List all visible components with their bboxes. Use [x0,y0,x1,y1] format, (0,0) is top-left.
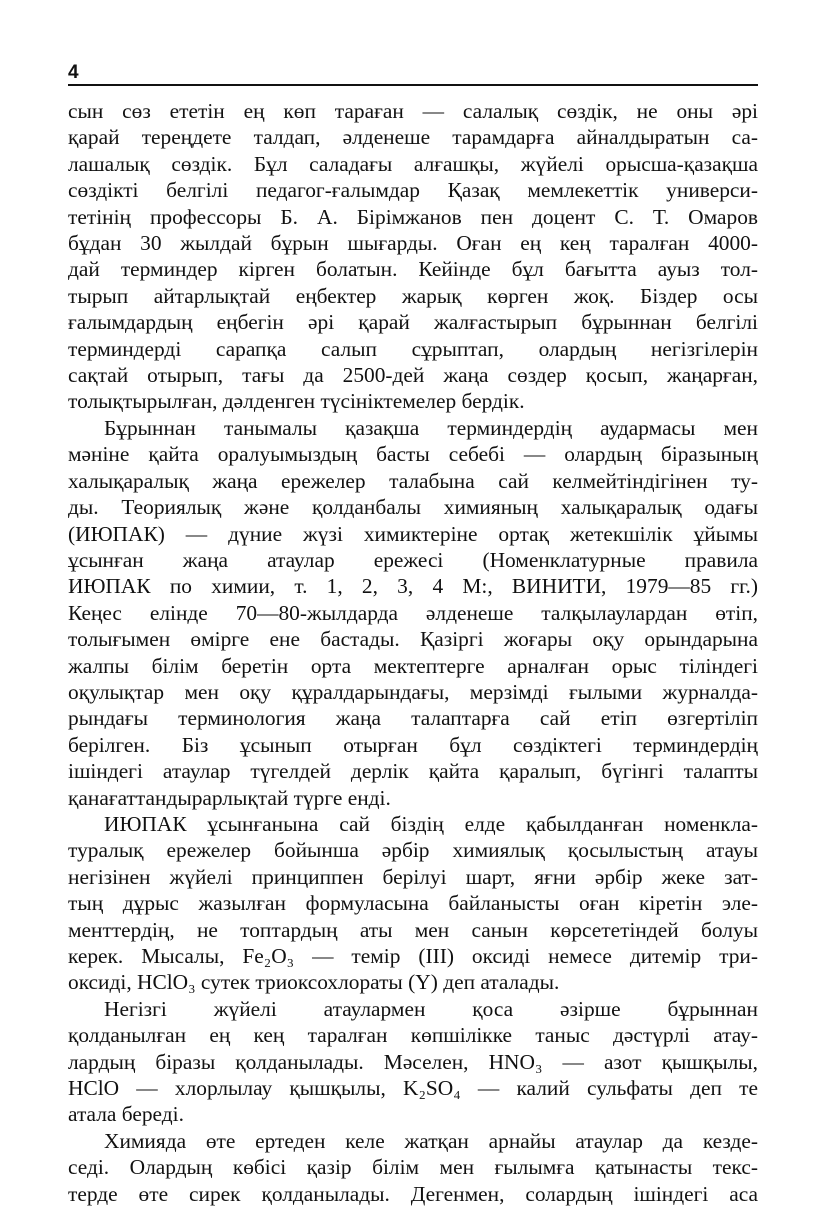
text-line: сын сөз ететін ең көп тараған — салалық сөздік, не оны әрі [68,99,758,123]
text-line: Негізгі жүйелі атаулармен қоса әзірше бұрыннан [104,996,758,1021]
paragraph [68,996,758,1128]
text-line: керек. Мысалы, Fe₂O₃ — темір (III) оксиді немесе дитемір три- [68,944,758,968]
text-line: ішіндегі атаулар түгелдей дерлік қайта қаралып, бүгінгі талапты [68,759,758,784]
text-line: Кеңес елінде 70—80-жылдарда әлденеше талқылаулардан өтіп, [68,600,758,625]
text-line: седі. Олардың көбісі қазір білім мен ғылымға қатынасты текс- [68,1155,758,1180]
text-line: дай терминдер кірген болатын. Кейінде бұл бағытта ауыз тол- [68,257,758,282]
text-line: толықтырылған, дәлденген түсініктемелер бердік. [68,389,525,414]
text-line: оқулықтар мен оқу құралдарындағы, мерзімді ғылыми журналда- [68,679,758,704]
body-text [68,98,758,1207]
text-line: атала береді. [68,1102,184,1127]
text-line: туралық ережелер бойынша әрбір химиялық қосылыстың атауы [68,838,758,863]
header-rule [68,84,758,86]
text-line: лашалық сөздік. Бұл саладағы алғашқы, жүйелі орысша-қазақша [68,151,758,176]
text-line: рындағы терминология жаңа талаптарға сай етіп өзгертіліп [68,706,758,731]
paragraph [68,811,758,996]
text-line: HClO — хлорлылау қышқылы, K₂SO₄ — калий сульфаты деп те [68,1076,758,1101]
text-line: негізінен жүйелі принциппен берілуі шарт, яғни әрбір жеке зат- [68,864,758,889]
text-line: (ИЮПАК) — дүние жүзі химиктеріне ортақ жетекшілік ұйымы [68,521,758,546]
text-line: ды. Теориялық және қолданбалы химияның халықаралық одағы [68,495,758,520]
text-line: лардың біразы қолданылады. Мәселен, HNO₃ — азот қышқылы, [68,1049,758,1074]
text-line: менттердің, не топтардың аты мен санын көрсететіндей болуы [68,917,758,942]
page-number: 4 [68,62,79,83]
text-line: қолданылған ең кең таралған көпшілікке таныс дәстүрлі атау- [68,1023,758,1048]
text-line: халықаралық жаңа ережелер талабына сай келмейтіндігінен ту- [68,468,758,493]
text-line: сақтай отырып, тағы да 2500-дей жаңа сөздер қосып, жаңарған, [68,363,758,388]
text-line: тырып айтарлықтай еңбектер жарық көрген жоқ. Біздер осы [68,283,758,308]
text-line: ИЮПАК ұсынғанына сай біздің елде қабылданған номенкла- [104,811,758,836]
text-line: жалпы білім беретін орта мектептерге арналған орыс тіліндегі [68,653,758,678]
text-line: қанағаттандырарлықтай түрге енді. [68,785,391,810]
text-line: тың дұрыс жазылған формуласына байланысты оған кіретін эле- [68,891,758,916]
text-line: тетінің профессоры Б. А. Бірімжанов пен доцент С. Т. Омаров [68,204,758,229]
text-line: сөздікті белгілі педагог-ғалымдар Қазақ мемлекеттік универси- [68,178,758,203]
text-line: Бұрыннан танымалы қазақша терминдердің аудармасы мен [104,415,758,440]
text-line: терде өте сирек қолданылады. Дегенмен, солардың ішіндегі аса [68,1181,758,1206]
text-line: бұдан 30 жылдай бұрын шығарды. Оған ең кең таралған 4000- [68,231,758,256]
paragraph [68,415,758,811]
text-line: қарай тереңдете талдап, әлденеше тарамдарға айналдыратын са- [68,125,758,150]
text-line: ғалымдардың еңбегін әрі қарай жалғастырып бұрыннан белгілі [68,310,758,335]
text-line: берілген. Біз ұсынып отырған бұл сөздіктегі терминдердің [68,732,758,757]
text-line: терминдерді сарапқа салып сұрыптап, олардың негізгілерін [68,336,758,361]
paragraph [68,1128,758,1207]
text-line: ИЮПАК по химии, т. 1, 2, 3, 4 М:, ВИНИТИ, 1979—85 гг.) [68,574,758,599]
text-line: Химияда өте ертеден келе жатқан арнайы атаулар да кезде- [104,1128,758,1153]
text-line: мәніне қайта оралуымыздың басты себебі — олардың біразының [68,442,758,467]
text-line: толығымен өмірге ене бастады. Қазіргі жоғары оқу орындарына [68,627,758,652]
text-line: оксиді, HClO₃ сутек триоксохлораты (Y) деп аталады. [68,970,560,995]
text-line: ұсынған жаңа атаулар ережесі (Номенклатурные правила [68,547,758,572]
paragraph [68,98,758,415]
